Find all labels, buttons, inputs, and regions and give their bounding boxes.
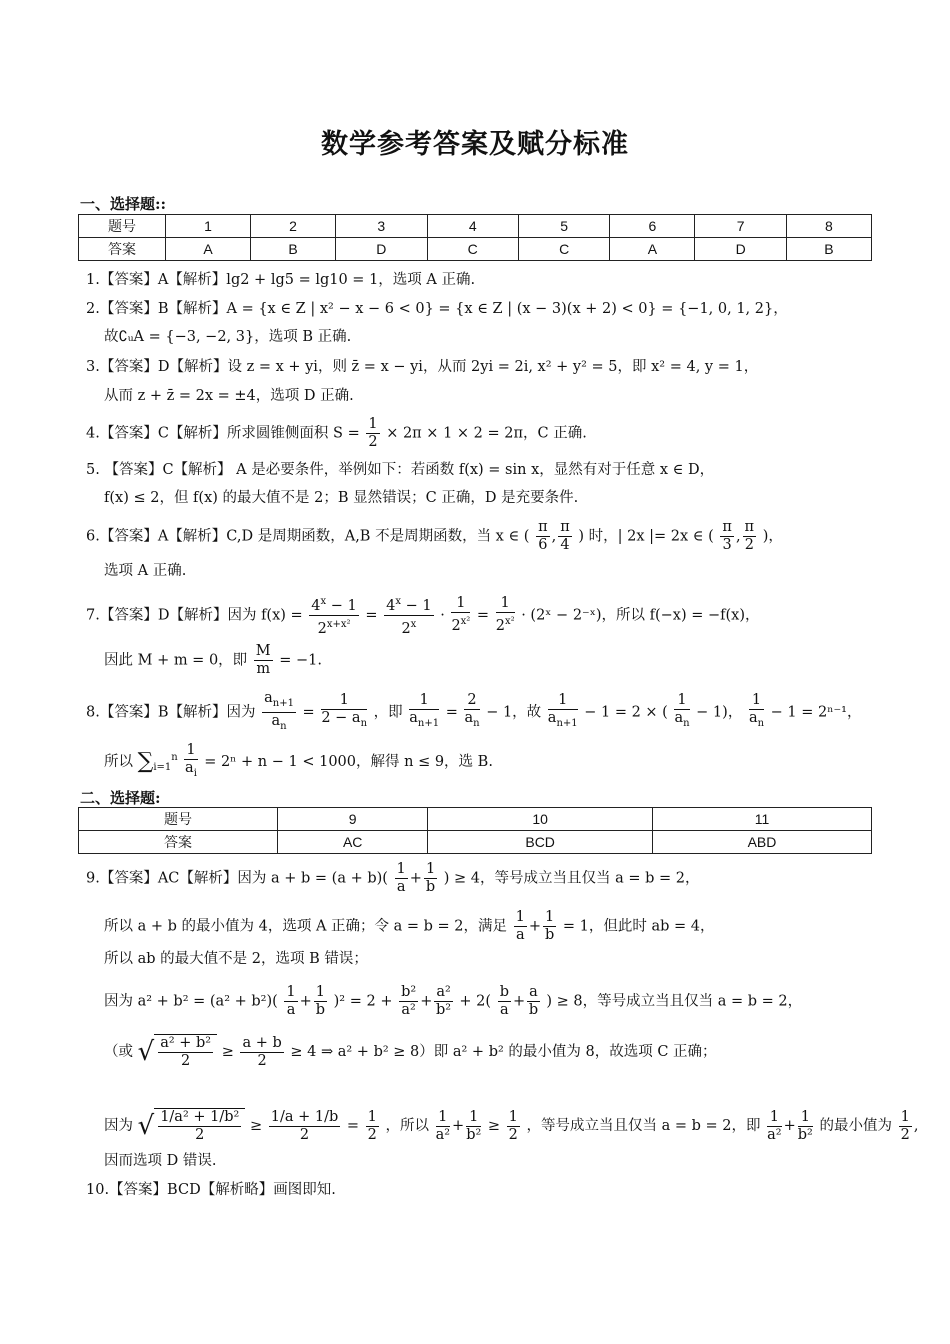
- answer-line-q8-cont: 所以 $\sum_{i=1}^n$ $\frac{1}{a_i}$ = 2ⁿ + n − 1 < 1000，解得 n ≤ 9，选 B.: [104, 742, 493, 782]
- answer-line-q9-c: 所以 ab 的最大值不是 2，选项 B 错误；: [104, 951, 368, 967]
- text-segment: )² = 2 +: [333, 993, 393, 1010]
- fraction: $\frac{\pi}{3}$: [722, 519, 732, 553]
- fraction: $\frac{1}{\text{b²}}$: [466, 1108, 482, 1143]
- table-cell: B: [786, 238, 871, 261]
- table-cell: 4: [427, 215, 518, 238]
- fraction: $\frac{\text{a² + b²}}{2}$: [160, 1035, 212, 1069]
- fraction: $\frac{1}{2^{x^2}}$: [495, 595, 515, 635]
- answer-line-q6: 6.【答案】A【解析】C,D 是周期函数，A,B 不是周期函数，当 x ∈ ( $\frac{\pi}{6}$ , $\frac{\pi}{4}$ ) 时，| 2x |= 2x ∈ ( $\frac{\pi}{3}$ , $\frac{\pi}{2}$ )，: [86, 519, 783, 553]
- table-row: [79, 238, 872, 261]
- fraction: $\frac{1}{\text{a²}}$: [767, 1108, 782, 1143]
- text-segment: × 2π × 1 × 2 = 2π，C 正确.: [386, 425, 587, 442]
- fraction: $\frac{1}{2}$: [367, 1108, 377, 1143]
- fraction: $\frac{\text{1/a² + 1/b²}}{2}$: [160, 1109, 240, 1143]
- text-segment: ) 时，| 2x |= 2x ∈ (: [578, 528, 714, 545]
- answer-line-q4: [86, 416, 587, 451]
- text-segment: = 2ⁿ + n − 1 < 1000，解得 n ≤ 9，选 B.: [204, 753, 493, 770]
- text-segment: 7.【答案】D【解析】因为 f(x) =: [86, 607, 303, 624]
- table-cell: 答案: [79, 831, 278, 854]
- table-cell: 10: [428, 808, 653, 831]
- table-cell: C: [427, 238, 518, 261]
- text-segment: ) ≥ 8，等号成立当且仅当 a = b = 2，: [546, 993, 803, 1010]
- answer-line-q9-b: 所以 a + b 的最小值为 4，选项 A 正确；令 a = b = 2，满足 $\frac{1}{a}$ + $\frac{1}{b}$ = 1，但此时 ab = 4，: [104, 909, 715, 943]
- text-segment: 4.【答案】C【解析】所求圆锥侧面积 S =: [86, 425, 360, 442]
- fraction: $\frac{1}{a_{n+1}}$: [409, 692, 440, 730]
- text-segment: 8.【答案】B【解析】因为: [86, 704, 256, 721]
- table-cell: 8: [786, 215, 871, 238]
- fraction: $\frac{1}{a_i}$: [185, 742, 197, 779]
- table-cell: 2: [251, 215, 336, 238]
- table-row: [79, 831, 872, 854]
- text-segment: = 1，但此时 ab = 4，: [562, 918, 715, 935]
- table-cell: 7: [695, 215, 786, 238]
- fraction: $\frac{1}{a_n}$: [674, 692, 690, 730]
- fraction: $\frac{1}{b}$: [545, 909, 555, 943]
- answer-line-q10: 10.【答案】BCD【解析略】画图即知.: [86, 1182, 336, 1198]
- table-cell: 6: [610, 215, 695, 238]
- fraction: $\frac{\text{a²}}{\text{b²}}$: [436, 984, 452, 1018]
- table-cell: C: [518, 238, 609, 261]
- fraction: $\frac{a_{n+1}}{a_n}$: [264, 690, 294, 732]
- table-cell: 题号: [79, 808, 278, 831]
- fraction: $\frac{1/a + 1/b}{2}$: [270, 1108, 339, 1143]
- section-heading-choice: 一、选择题::: [80, 195, 167, 213]
- fraction: $\frac{1}{2}$: [900, 1108, 910, 1143]
- text-segment: 因为 a² + b² = (a² + b²)(: [104, 993, 278, 1010]
- fraction: $\frac{\pi}{4}$: [560, 519, 570, 553]
- answer-line-q2: 2.【答案】B【解析】A = {x ∈ Z | x² − x − 6 < 0} = {x ∈ Z | (x − 3)(x + 2) < 0} = {−1, 0, 1, 2}，: [86, 301, 788, 317]
- answer-line-q9: 9.【答案】AC【解析】因为 a + b = (a + b)( $\frac{1}{a}$ + $\frac{1}{b}$ ) ≥ 4，等号成立当且仅当 a = b = 2，: [86, 861, 700, 895]
- table-cell: A: [610, 238, 695, 261]
- answer-line-q5: 5. 【答案】C【解析】 A 是必要条件，举例如下：若函数 f(x) = sin x，显然有对于任意 x ∈ D，: [86, 462, 715, 478]
- table-row: [79, 215, 872, 238]
- text-segment: − 1 = 2ⁿ⁻¹，: [770, 704, 862, 721]
- answer-line-q9-f: 因为 √ $\frac{\text{1/a² + 1/b²}}{2}$ ≥ $\frac{1/a + 1/b}{2}$ = $\frac{1}{2}$ ，所以 $\frac{1}{\text{a²}}$ + $\frac{1}{\text{b²}}$ ≥ $\frac{1}{2}$ ，等号成立当且仅当 a = b = 2，即 $\frac{1}{\text{a²}}$ + $\frac{1}{\text{b²}}$ 的最小值为 $\frac{1}{2}$ ,: [104, 1108, 919, 1143]
- table-cell: A: [166, 238, 251, 261]
- answer-line-q3-cont: 从而 z + z̄ = 2x = ±4，选项 D 正确.: [104, 388, 354, 404]
- fraction: $\frac{a}{b}$: [528, 984, 539, 1018]
- text-segment: 因此 M + m = 0，即: [104, 652, 248, 669]
- text-segment: 9.【答案】AC【解析】因为 a + b = (a + b)(: [86, 870, 388, 887]
- answer-line-q3: 3.【答案】D【解析】设 z = x + yi，则 z̄ = x − yi，从而 2yi = 2i, x² + y² = 5，即 x² = 4, y = 1，: [86, 359, 759, 375]
- answer-line-q6-cont: 选项 A 正确.: [104, 563, 187, 579]
- text-segment: 所以: [104, 753, 133, 770]
- table-cell: ABD: [652, 831, 871, 854]
- table-cell: BCD: [428, 831, 653, 854]
- fraction: $\frac{1}{2}$: [508, 1108, 518, 1143]
- text-segment: ) ≥ 4，等号成立当且仅当 a = b = 2，: [443, 870, 700, 887]
- answer-table-2: [78, 807, 872, 854]
- fraction: $\frac{1}{2^{x^2}}$: [451, 595, 471, 635]
- answer-line-q7-cont: [104, 643, 322, 678]
- fraction: $\frac{\text{b²}}{\text{a²}}$: [401, 984, 417, 1018]
- fraction: $\frac{1}{a_n}$: [748, 692, 765, 730]
- fraction: $\frac{\pi}{6}$: [538, 519, 548, 553]
- fraction: $\frac{4^x - 1}{2^x}$: [384, 593, 433, 638]
- table-cell: 题号: [79, 215, 166, 238]
- fraction: $\frac{2}{a_n}$: [464, 692, 480, 730]
- table-cell: D: [336, 238, 427, 261]
- table-cell: 9: [278, 808, 428, 831]
- text-segment: （或: [104, 1044, 133, 1060]
- sqrt-symbol: √: [137, 1037, 155, 1067]
- answer-line-q2-cont: 故∁ᵤA = {−3, −2, 3}，选项 B 正确.: [104, 329, 352, 345]
- section-heading-multi: 二、选择题:: [80, 789, 161, 807]
- fraction: $\frac{1}{b}$: [425, 861, 436, 895]
- fraction: $\frac{1}{\text{b²}}$: [797, 1108, 813, 1143]
- table-cell: B: [251, 238, 336, 261]
- table-cell: 答案: [79, 238, 166, 261]
- answer-line-q5-cont: f(x) ≤ 2，但 f(x) 的最大值不是 2；B 显然错误；C 正确，D 是充要条件.: [104, 490, 579, 506]
- fraction: $\frac{1}{a_{n+1}}$: [547, 692, 578, 730]
- fraction: $\frac{1}{b}$: [315, 984, 326, 1018]
- text-segment: = −1.: [279, 652, 322, 669]
- fraction: $\frac{4^x - 1}{2^{x+x^2}}$: [309, 593, 358, 638]
- sqrt-symbol: √: [137, 1111, 155, 1141]
- fraction: $\frac{a + b}{2}$: [242, 1034, 282, 1069]
- text-segment: 所以 a + b 的最小值为 4，选项 A 正确；令 a = b = 2，满足: [104, 918, 508, 935]
- table-cell: 5: [518, 215, 609, 238]
- fraction: $\frac{1}{a}$: [396, 861, 406, 895]
- fraction: $\frac{1}{2 - a_n}$: [321, 692, 368, 730]
- text-segment: ，即: [373, 704, 403, 721]
- fraction: $\frac{b}{a}$: [499, 984, 509, 1018]
- text-segment: 6.【答案】A【解析】C,D 是周期函数，A,B 不是周期函数，当 x ∈ (: [86, 528, 530, 545]
- table-cell: AC: [278, 831, 428, 854]
- text-segment: )，: [762, 528, 783, 545]
- table-cell: 11: [652, 808, 871, 831]
- text-segment: ≥ 4 ⇒ a² + b² ≥ 8）即 a² + b² 的最小值为 8，故选项 C 正确；: [290, 1044, 717, 1060]
- text-segment: + 2(: [459, 993, 492, 1010]
- text-segment: 的最小值为: [819, 1118, 892, 1134]
- answer-line-q9-d: 因为 a² + b² = (a² + b²)( $\frac{1}{a}$ + $\frac{1}{b}$ )² = 2 + $\frac{\text{b²}}{\text{a²}}$ + $\frac{\text{a²}}{\text{b²}}$ + 2( $\frac{b}{a}$ + $\frac{a}{b}$ ) ≥ 8，等号成立当且仅当 a = b = 2，: [104, 984, 803, 1018]
- fraction: $\frac{\pi}{2}$: [744, 519, 755, 553]
- table-cell: D: [695, 238, 786, 261]
- fraction: $\frac{1}{2}$: [368, 416, 378, 450]
- answer-line-q9-e: （或 √ $\frac{\text{a² + b²}}{2}$ ≥ $\frac{a + b}{2}$ ≥ 4 ⇒ a² + b² ≥ 8）即 a² + b² 的最小值为 8，故选项 C 正确；: [104, 1034, 717, 1069]
- summation-symbol: ∑: [137, 748, 154, 774]
- fraction: $\frac{1}{a}$: [286, 984, 296, 1018]
- table-cell: 1: [166, 215, 251, 238]
- table-row: [79, 808, 872, 831]
- text-segment: ，所以: [385, 1118, 429, 1134]
- text-segment: ，等号成立当且仅当 a = b = 2，即: [526, 1118, 761, 1134]
- text-segment: − 1，故: [486, 704, 542, 721]
- fraction: $\frac{1}{a}$: [515, 909, 525, 943]
- page-title: 数学参考答案及赋分标准: [321, 129, 629, 160]
- fraction: $\frac{M}{m}$: [255, 643, 271, 677]
- answer-line-q9-g: 因而选项 D 错误.: [104, 1153, 217, 1169]
- answer-line-q8: 8.【答案】B【解析】因为 $\frac{a_{n+1}}{a_n}$ = $\frac{1}{2 - a_n}$ ，即 $\frac{1}{a_{n+1}}$ = $\frac{2}{a_n}$ − 1，故 $\frac{1}{a_{n+1}}$ − 1 = 2 × ( $\frac{1}{a_n}$ − 1)， $\frac{1}{a_n}$ − 1 = 2ⁿ⁻¹，: [86, 690, 861, 735]
- fraction: $\frac{1}{\text{a²}}$: [435, 1108, 451, 1143]
- text-segment: − 1)，: [696, 704, 743, 721]
- text-segment: 因为: [104, 1118, 133, 1134]
- answer-line-q7: 7.【答案】D【解析】因为 f(x) = $\frac{4^x - 1}{2^{x+x^2}}$ = $\frac{4^x - 1}{2^x}$ · $\frac{1}{2^{x^2}}$ = $\frac{1}{2^{x^2}}$ · (2ˣ − 2⁻ˣ)，所以 f(−x) = −f(x)，: [86, 593, 760, 638]
- text-segment: · (2ˣ − 2⁻ˣ)，所以 f(−x) = −f(x)，: [521, 607, 760, 624]
- table-cell: 3: [336, 215, 427, 238]
- answer-table-1: [78, 214, 872, 261]
- answer-line-q1: 1.【答案】A【解析】lg2 + lg5 = lg10 = 1，选项 A 正确.: [86, 272, 476, 288]
- text-segment: − 1 = 2 × (: [584, 704, 668, 721]
